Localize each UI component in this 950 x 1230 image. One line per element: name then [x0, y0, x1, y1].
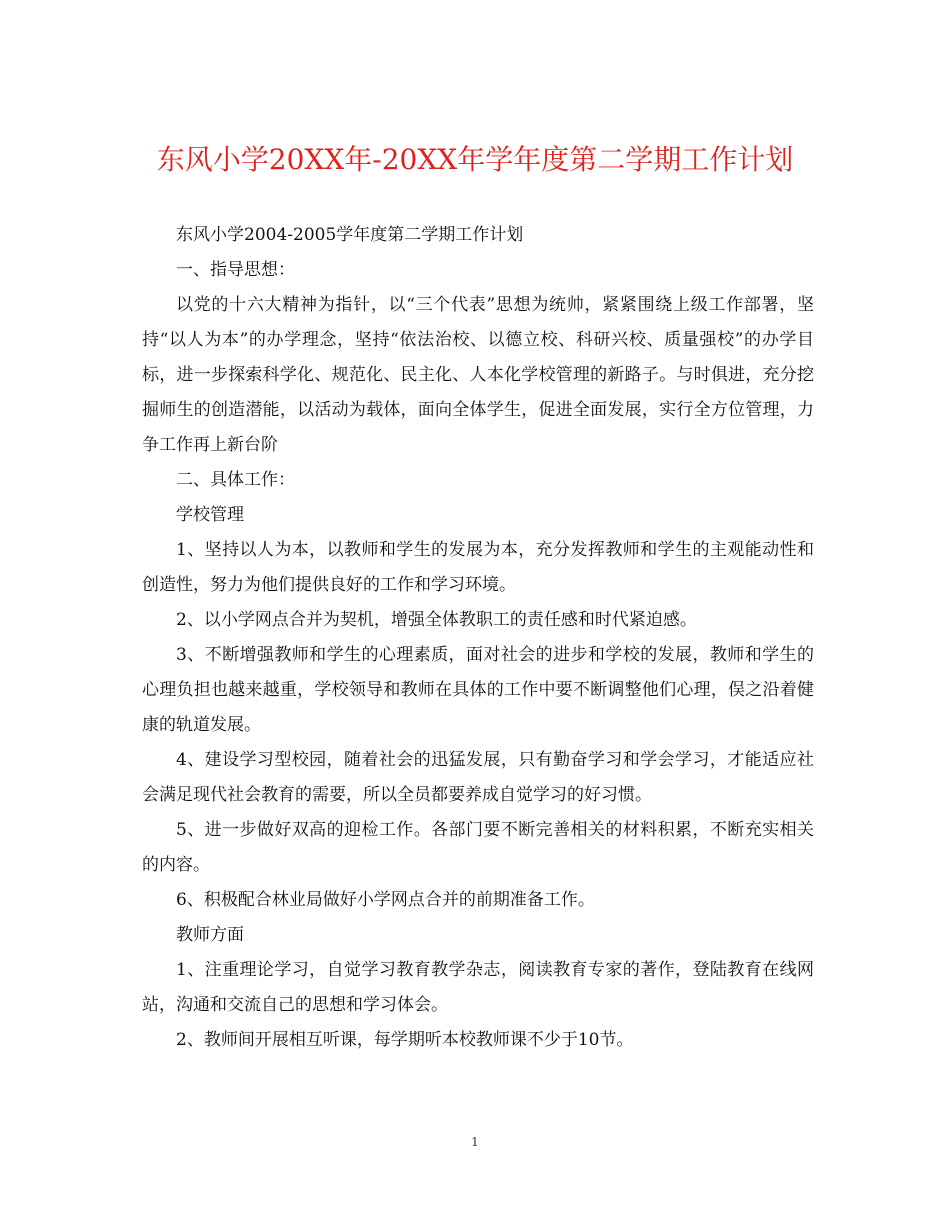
paragraph-subtitle: 东风小学2004-2005学年度第二学期工作计划	[176, 225, 524, 245]
subheading-teachers: 教师方面	[176, 925, 244, 945]
list-item-management-4: 4、建设学习型校园，随着社会的迅猛发展，只有勤奋学习和学会学习，才能适应社会满足现代社会教育的需要，所以全员都要养成自觉学习的好习惯。	[142, 750, 814, 805]
document-title: 东风小学20XX年-20XX年学年度第二学期工作计划	[156, 143, 794, 176]
document-body	[142, 218, 814, 1058]
list-item-management-6: 6、积极配合林业局做好小学网点合并的前期准备工作。	[176, 890, 595, 910]
list-item-management-1: 1、坚持以人为本，以教师和学生的发展为本，充分发挥教师和学生的主观能动性和创造性，努力为他们提供良好的工作和学习环境。	[142, 540, 814, 595]
paragraph-guiding-ideology: 以党的十六大精神为指针，以“三个代表”思想为统帅，紧紧围绕上级工作部署，坚持“以人为本”的办学理念，坚持“依法治校、以德立校、科研兴校、质量强校”的办学目标，进一步探索科学化、规范化、民主化、人本化学校管理的新路子。与时俱进，充分挖掘师生的创造潜能，以活动为载体，面向全体学生，促进全面发展，实行全方位管理，力争工作再上新台阶	[142, 295, 814, 455]
subheading-school-management: 学校管理	[176, 505, 244, 525]
list-item-teachers-2: 2、教师间开展相互听课，每学期听本校教师课不少于10节。	[176, 1030, 634, 1050]
list-item-management-2: 2、以小学网点合并为契机，增强全体教职工的责任感和时代紧迫感。	[176, 610, 697, 630]
list-item-management-3: 3、不断增强教师和学生的心理素质，面对社会的进步和学校的发展，教师和学生的心理负担也越来越重，学校领导和教师在具体的工作中要不断调整他们心理，俣之沿着健康的轨道发展。	[142, 645, 814, 735]
page-number: 1	[471, 1135, 479, 1149]
list-item-management-5: 5、进一步做好双高的迎检工作。各部门要不断完善相关的材料积累，不断充实相关的内容。	[142, 820, 814, 875]
list-item-teachers-1: 1、注重理论学习，自觉学习教育教学杂志，阅读教育专家的著作，登陆教育在线网站，沟通和交流自己的思想和学习体会。	[142, 960, 814, 1015]
section-heading-guiding-ideology: 一、指导思想：	[176, 260, 295, 280]
section-heading-specific-work: 二、具体工作：	[176, 470, 295, 490]
